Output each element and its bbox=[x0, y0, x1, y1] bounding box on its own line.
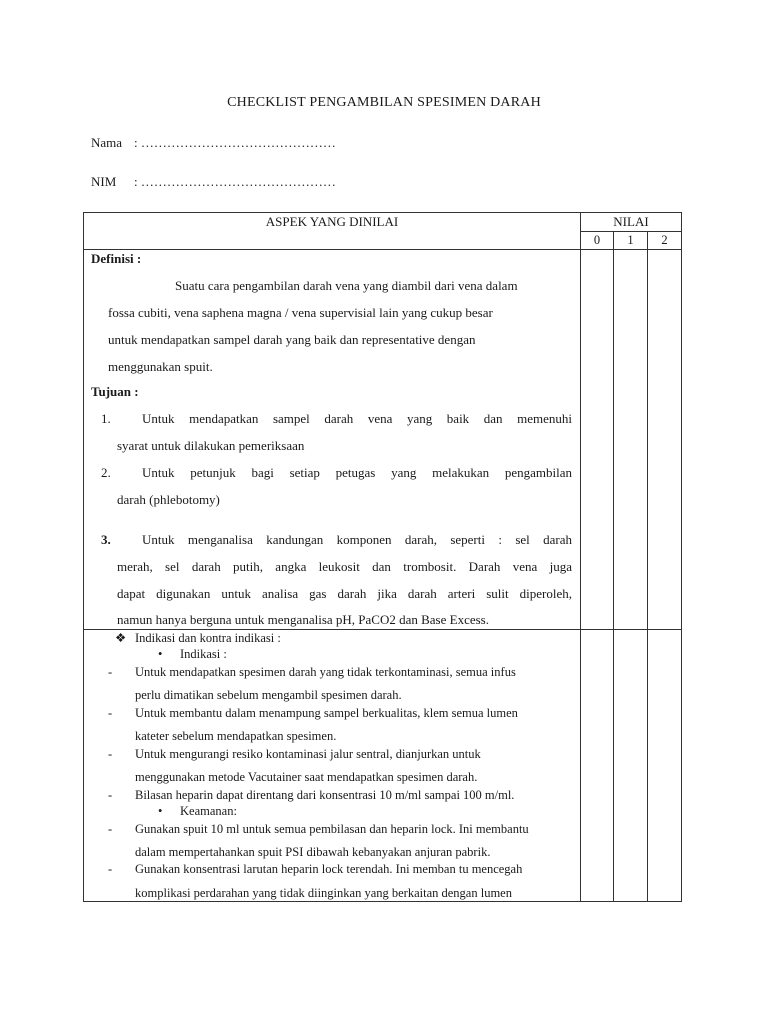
purpose-line: merah, sel darah putih, angka leukosit dan trombosit. Darah vena juga bbox=[117, 559, 572, 574]
purpose-number: 3. bbox=[101, 532, 111, 547]
name-field[interactable]: : ……………………………………… bbox=[134, 135, 336, 150]
score-header: NILAI bbox=[613, 214, 649, 229]
score-2-header: 2 bbox=[661, 233, 668, 247]
nim-label: NIM bbox=[91, 174, 117, 189]
score-header-divider bbox=[580, 231, 682, 232]
score-1-header: 1 bbox=[627, 233, 634, 247]
name-label: Nama bbox=[91, 135, 123, 150]
indication-line: Untuk mendapatkan spesimen darah yang tidak terkontaminasi, semua infus bbox=[135, 665, 516, 679]
bullet-icon: • bbox=[158, 647, 163, 661]
purpose-line: Untuk mendapatkan sampel darah vena yang baik dan memenuhi bbox=[142, 411, 572, 426]
safety-line: Gunakan spuit 10 ml untuk semua pembilasan dan heparin lock. Ini membantu bbox=[135, 822, 529, 836]
table-border-top bbox=[83, 212, 682, 213]
dash-bullet: - bbox=[108, 822, 113, 836]
table-border-left bbox=[83, 212, 84, 902]
purpose-line: syarat untuk dilakukan pemeriksaan bbox=[117, 438, 305, 453]
definition-line: untuk mendapatkan sampel darah yang baik dan representative dengan bbox=[108, 332, 476, 347]
safety-subheading: Keamanan: bbox=[180, 804, 237, 818]
diamond-bullet-icon: ❖ bbox=[115, 631, 127, 645]
dash-bullet: - bbox=[108, 706, 113, 720]
definition-line: fossa cubiti, vena saphena magna / vena supervisial lain yang cukup besar bbox=[108, 305, 493, 320]
score-column-divider-1 bbox=[613, 231, 614, 902]
purpose-line: darah (phlebotomy) bbox=[117, 492, 220, 507]
safety-line: dalam mempertahankan spuit PSI dibawah kebanyakan anjuran pabrik. bbox=[135, 845, 491, 859]
indication-line: Bilasan heparin dapat direntang dari konsentrasi 10 m/ml sampai 100 m/ml. bbox=[135, 788, 515, 802]
purpose-number: 1. bbox=[101, 411, 111, 426]
indication-line: kateter sebelum mendapatkan spesimen. bbox=[135, 729, 337, 743]
header-bottom-line bbox=[83, 249, 682, 250]
bullet-icon: • bbox=[158, 804, 163, 818]
indication-line: Untuk mengurangi resiko kontaminasi jalur sentral, dianjurkan untuk bbox=[135, 747, 481, 761]
purpose-line: Untuk menganalisa kandungan komponen darah, seperti : sel darah bbox=[142, 532, 572, 547]
indication-line: Untuk membantu dalam menampung sampel berkualitas, klem semua lumen bbox=[135, 706, 518, 720]
table-border-bottom bbox=[83, 901, 682, 902]
purpose-number: 2. bbox=[101, 465, 111, 480]
safety-line: komplikasi perdarahan yang tidak diinginkan yang berkaitan dengan lumen bbox=[135, 886, 512, 900]
dash-bullet: - bbox=[108, 665, 113, 679]
aspect-column-divider bbox=[580, 212, 581, 902]
dash-bullet: - bbox=[108, 788, 113, 802]
safety-line: Gunakan konsentrasi larutan heparin lock terendah. Ini memban tu mencegah bbox=[135, 862, 523, 876]
purpose-line: Untuk petunjuk bagi setiap petugas yang melakukan pengambilan bbox=[142, 465, 572, 480]
indication-line: menggunakan metode Vacutainer saat mendapatkan spesimen darah. bbox=[135, 770, 478, 784]
indication-line: perlu dimatikan sebelum mengambil spesimen darah. bbox=[135, 688, 402, 702]
page-title: CHECKLIST PENGAMBILAN SPESIMEN DARAH bbox=[227, 95, 541, 110]
purpose-heading: Tujuan : bbox=[91, 384, 139, 399]
definition-heading: Definisi : bbox=[91, 251, 142, 266]
purpose-line: namun hanya berguna untuk menganalisa pH, PaCO2 dan Base Excess. bbox=[117, 612, 489, 627]
aspect-header: ASPEK YANG DINILAI bbox=[265, 214, 399, 229]
indications-heading: Indikasi dan kontra indikasi : bbox=[135, 631, 281, 645]
indication-subheading: Indikasi : bbox=[180, 647, 227, 661]
score-column-divider-2 bbox=[647, 231, 648, 902]
definition-line: Suatu cara pengambilan darah vena yang diambil dari vena dalam bbox=[175, 278, 518, 293]
dash-bullet: - bbox=[108, 862, 113, 876]
definition-line: menggunakan spuit. bbox=[108, 359, 213, 374]
purpose-line: dapat digunakan untuk analisa gas darah jika darah arteri sulit diperoleh, bbox=[117, 586, 572, 601]
row-divider bbox=[83, 629, 682, 630]
table-border-right bbox=[681, 212, 682, 902]
dash-bullet: - bbox=[108, 747, 113, 761]
score-0-header: 0 bbox=[593, 233, 601, 247]
nim-field[interactable]: : ……………………………………… bbox=[134, 174, 336, 189]
